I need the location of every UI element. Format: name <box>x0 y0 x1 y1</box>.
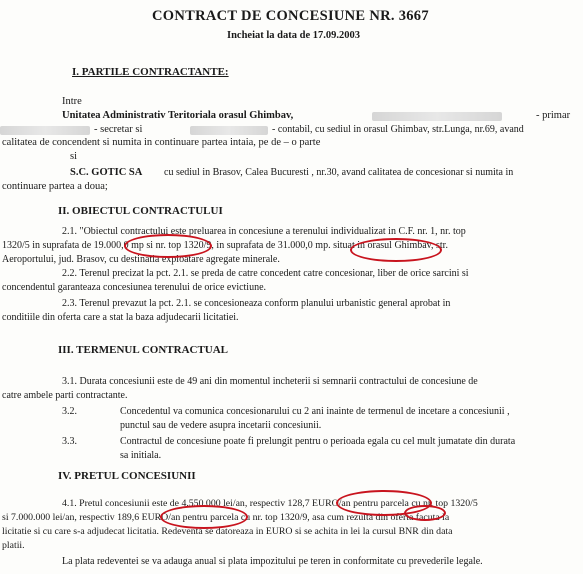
highlight-oval <box>160 505 248 529</box>
section-1-line: - primar <box>536 110 571 121</box>
document-title: CONTRACT DE CONCESIUNE NR. 3667 <box>152 8 429 24</box>
section-2-line: 2.2. Terenul precizat la pct. 2.1. se preda de catre concedent catre concesionar, liber de orice sarcini si <box>62 268 469 279</box>
document-date: Incheiat la data de 17.09.2003 <box>227 30 361 41</box>
section-1-line: si <box>70 151 78 162</box>
section-3-line: sa initiala. <box>120 450 162 461</box>
section-1-line: cu sediul in Brasov, Calea Bucuresti , nr.30, avand calitatea de concesionar si numita in <box>164 167 514 178</box>
section-4-line: La plata redeventei se va adauga anual si plata impozitului pe teren in conformitate cu prevederile legale. <box>62 556 483 567</box>
section-2-line: conditiile din oferta care a stat la baza adjudecarii licitatiei. <box>2 312 239 323</box>
section-3-line: 3.1. Durata concesiunii este de 49 ani din momentul incheterii si semnarii contractului de concesiune de <box>62 376 478 387</box>
section-1-line: continuare partea a doua; <box>2 181 108 192</box>
highlight-oval <box>350 238 442 262</box>
section-1-line: Intre <box>62 96 82 107</box>
section-3-line: 3.2. <box>62 406 77 417</box>
section-4-line: licitatie si cu care s-a adjudecat licitatia. Redeventa se datoreaza in EURO si se achita in lei la cursul BNR din data <box>2 526 453 537</box>
section-4-line: platii. <box>2 540 25 551</box>
section-1-line: S.C. GOTIC SA <box>70 167 143 178</box>
section-3-line: 3.3. <box>62 436 77 447</box>
section-2-line: concendentul garanteaza concesiunea terenului de orice evictiune. <box>2 282 267 293</box>
section-1-line: Unitatea Administrativ Teritoriala orasul Ghimbav, <box>62 110 294 121</box>
section-3-line: catre ambele parti contractante. <box>2 390 128 401</box>
redacted-name <box>190 126 268 135</box>
section-2-line: 1320/5 in suprafata de 19.000,0 mp si nr. top 1320/9, in suprafata de 31.000,0 mp. situat in orasul Ghimbav, str. <box>2 240 448 251</box>
section-1-heading: I. PARTILE CONTRACTANTE: <box>72 66 229 78</box>
section-1-line: - contabil, cu sediul in orasul Ghimbav, str.Lunga, nr.69, avand <box>272 124 524 135</box>
section-1-line: calitatea de concendent si numita in continuare partea intaia, pe de – o parte <box>2 137 321 148</box>
section-2-line: Aeroportului, jud. Brasov, cu destinatia exploatare agregate minerale. <box>2 254 280 265</box>
redacted-name <box>0 126 90 135</box>
section-4-line: 4.1. Pretul concesiunii este de 4.550.000 lei/an, respectiv 128,7 EURO/an pentru parcela cu nr. top 1320/5 <box>62 498 478 509</box>
section-3-line: Contractul de concesiune poate fi prelungit pentru o perioada egala cu cel mult jumatate din durata <box>120 436 516 447</box>
redacted-name <box>372 112 502 121</box>
section-1-line: - secretar si <box>94 124 143 135</box>
section-4-heading: IV. PRETUL CONCESIUNII <box>58 470 196 482</box>
section-3-line: punctul sau de vedere asupra incetarii concesiunii. <box>120 420 322 431</box>
section-4-line: si 7.000.000 lei/an, respectiv 189,6 EURO/an pentru parcela cu nr. top 1320/9, asa cum rezulta din oferta facuta la <box>2 512 450 523</box>
highlight-oval <box>124 234 212 258</box>
section-2-line: 2.1. "Obiectul contractului este preluarea in concesiune a terenului individualizat in C.F. nr. 1, nr. top <box>62 226 466 237</box>
section-2-line: 2.3. Terenul prevazut la pct. 2.1. se concesioneaza conform planului urbanistic general aprobat in <box>62 298 451 309</box>
section-3-line: Concedentul va comunica concesionarului cu 2 ani inainte de termenul de incetare a concesiunii , <box>120 406 510 417</box>
section-2-heading: II. OBIECTUL CONTRACTULUI <box>58 205 223 217</box>
highlight-oval <box>404 505 446 521</box>
section-3-heading: III. TERMENUL CONTRACTUAL <box>58 344 229 356</box>
